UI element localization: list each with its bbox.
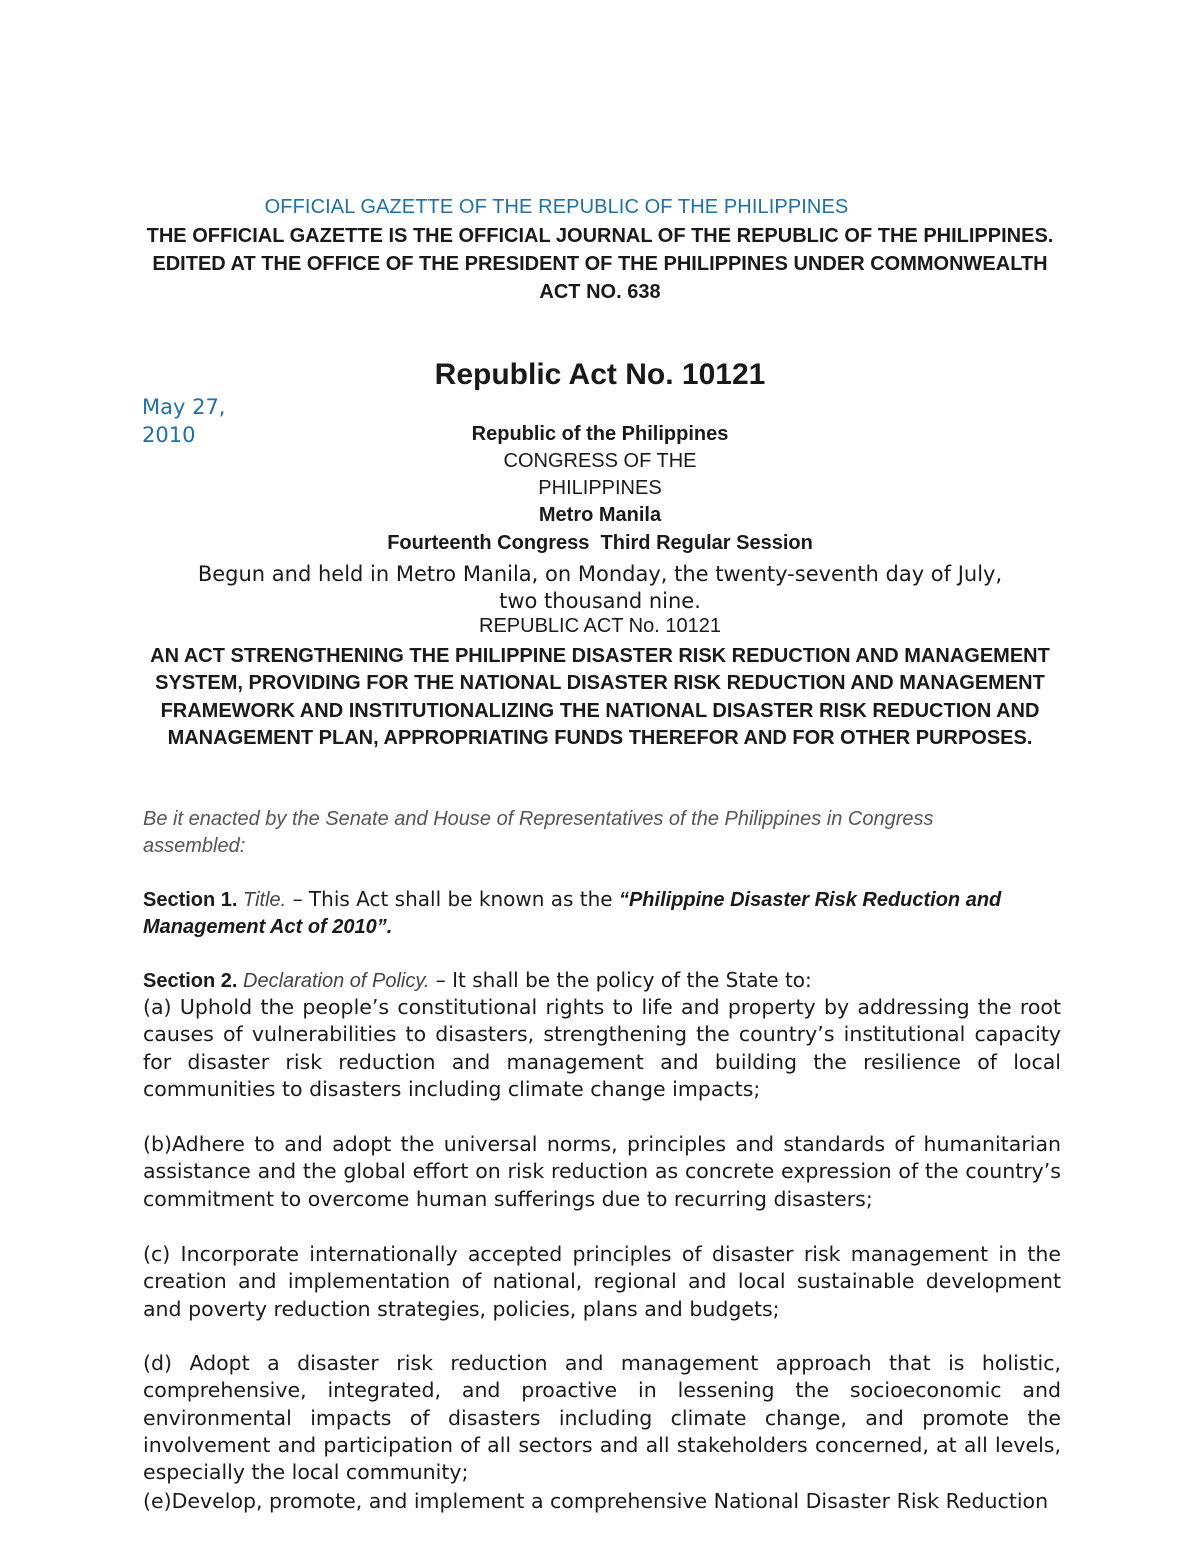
gazette-subtitle: THE OFFICIAL GAZETTE IS THE OFFICIAL JOURNAL OF THE REPUBLIC OF THE PHILIPPINES. EDITED AT THE OFFICE OF THE PRESIDENT OF THE PHILIPPINES UNDER COMMONWEALTH ACT NO. 638 <box>146 225 1054 303</box>
ra-number: REPUBLIC ACT No. 10121 <box>479 615 721 637</box>
policy-item-marker: (d) <box>143 1351 173 1375</box>
begun-line: Begun and held in Metro Manila, on Monday, the twenty-seventh day of July, two thousand nine. <box>197 562 1003 613</box>
section-1-label: Section 1. <box>143 889 238 911</box>
policy-item-marker: (e) <box>143 1489 172 1513</box>
section-2 <box>143 967 1061 995</box>
gazette-title: OFFICIAL GAZETTE OF THE REPUBLIC OF THE PHILIPPINES <box>264 196 849 218</box>
congress-line-2: PHILIPPINES <box>538 477 662 499</box>
policy-item <box>143 1488 1200 1515</box>
session-line: Fourteenth Congress Third Regular Session <box>387 532 813 554</box>
section-2-label: Section 2. <box>143 970 238 992</box>
section-1-short-title: “Philippine Disaster Risk Reduction and Management Act of 2010”. <box>143 889 1002 938</box>
policy-item-text: Uphold the people’s constitutional rights to life and property by addressing the root causes of vulnerabilities to disasters, strengthening the country’s institutional capacity for disaster risk reduction and management and building the resilience of local communities to disasters including climate change impacts; <box>143 995 1061 1101</box>
policy-item <box>143 1350 1061 1486</box>
section-1-heading: Title. <box>243 889 287 911</box>
enacting-clause: Be it enacted by the Senate and House of Representatives of the Philippines in Congress assembled: <box>143 808 934 857</box>
policy-item-text: Develop, promote, and implement a comprehensive National Disaster Risk Reduction <box>171 1489 1049 1513</box>
policy-item-text: Adhere to and adopt the universal norms, principles and standards of humanitarian assistance and the global effort on risk reduction as concrete expression of the country’s commitment to overcome human sufferings due to recurring disasters; <box>143 1132 1061 1211</box>
policy-item <box>143 994 1061 1103</box>
policy-item-marker: (c) <box>143 1242 171 1266</box>
section-1-text: – This Act shall be known as the <box>286 887 619 911</box>
policy-item-marker: (a) <box>143 995 172 1019</box>
policy-item-text: Incorporate internationally accepted principles of disaster risk management in the creation and implementation of national, regional and local sustainable development and poverty reduction strategies, policies, plans and budgets; <box>143 1242 1061 1321</box>
section-2-text: – It shall be the policy of the State to: <box>429 968 812 992</box>
policy-item-marker: (b) <box>143 1132 173 1156</box>
section-1 <box>143 886 1061 941</box>
act-heading: Republic Act No. 10121 <box>434 358 766 391</box>
policy-item <box>143 1131 1061 1213</box>
policy-item-text: Adopt a disaster risk reduction and management approach that is holistic, comprehensive, integrated, and proactive in lessening the socioeconomic and environmental impacts of disasters including climate change, and promote the involvement and participation of all sectors and all stakeholders concerned, at all levels, especially the local community; <box>143 1351 1061 1485</box>
section-2-heading: Declaration of Policy. <box>243 970 430 992</box>
congress-line-1: CONGRESS OF THE <box>503 450 697 472</box>
republic-line: Republic of the Philippines <box>471 423 729 445</box>
act-title: AN ACT STRENGTHENING THE PHILIPPINE DISASTER RISK REDUCTION AND MANAGEMENT SYSTEM, PROVIDING FOR THE NATIONAL DISASTER RISK REDUCTION AND MANAGEMENT FRAMEWORK AND INSTITUTIONALIZING THE NATIONAL DISASTER RISK REDUCTION AND MANAGEMENT PLAN, APPROPRIATING FUNDS THEREFOR AND FOR OTHER PURPOSES. <box>150 645 1050 749</box>
policy-item <box>143 1241 1061 1323</box>
publication-date: May 27, 2010 <box>142 395 226 447</box>
location-line: Metro Manila <box>538 504 662 526</box>
